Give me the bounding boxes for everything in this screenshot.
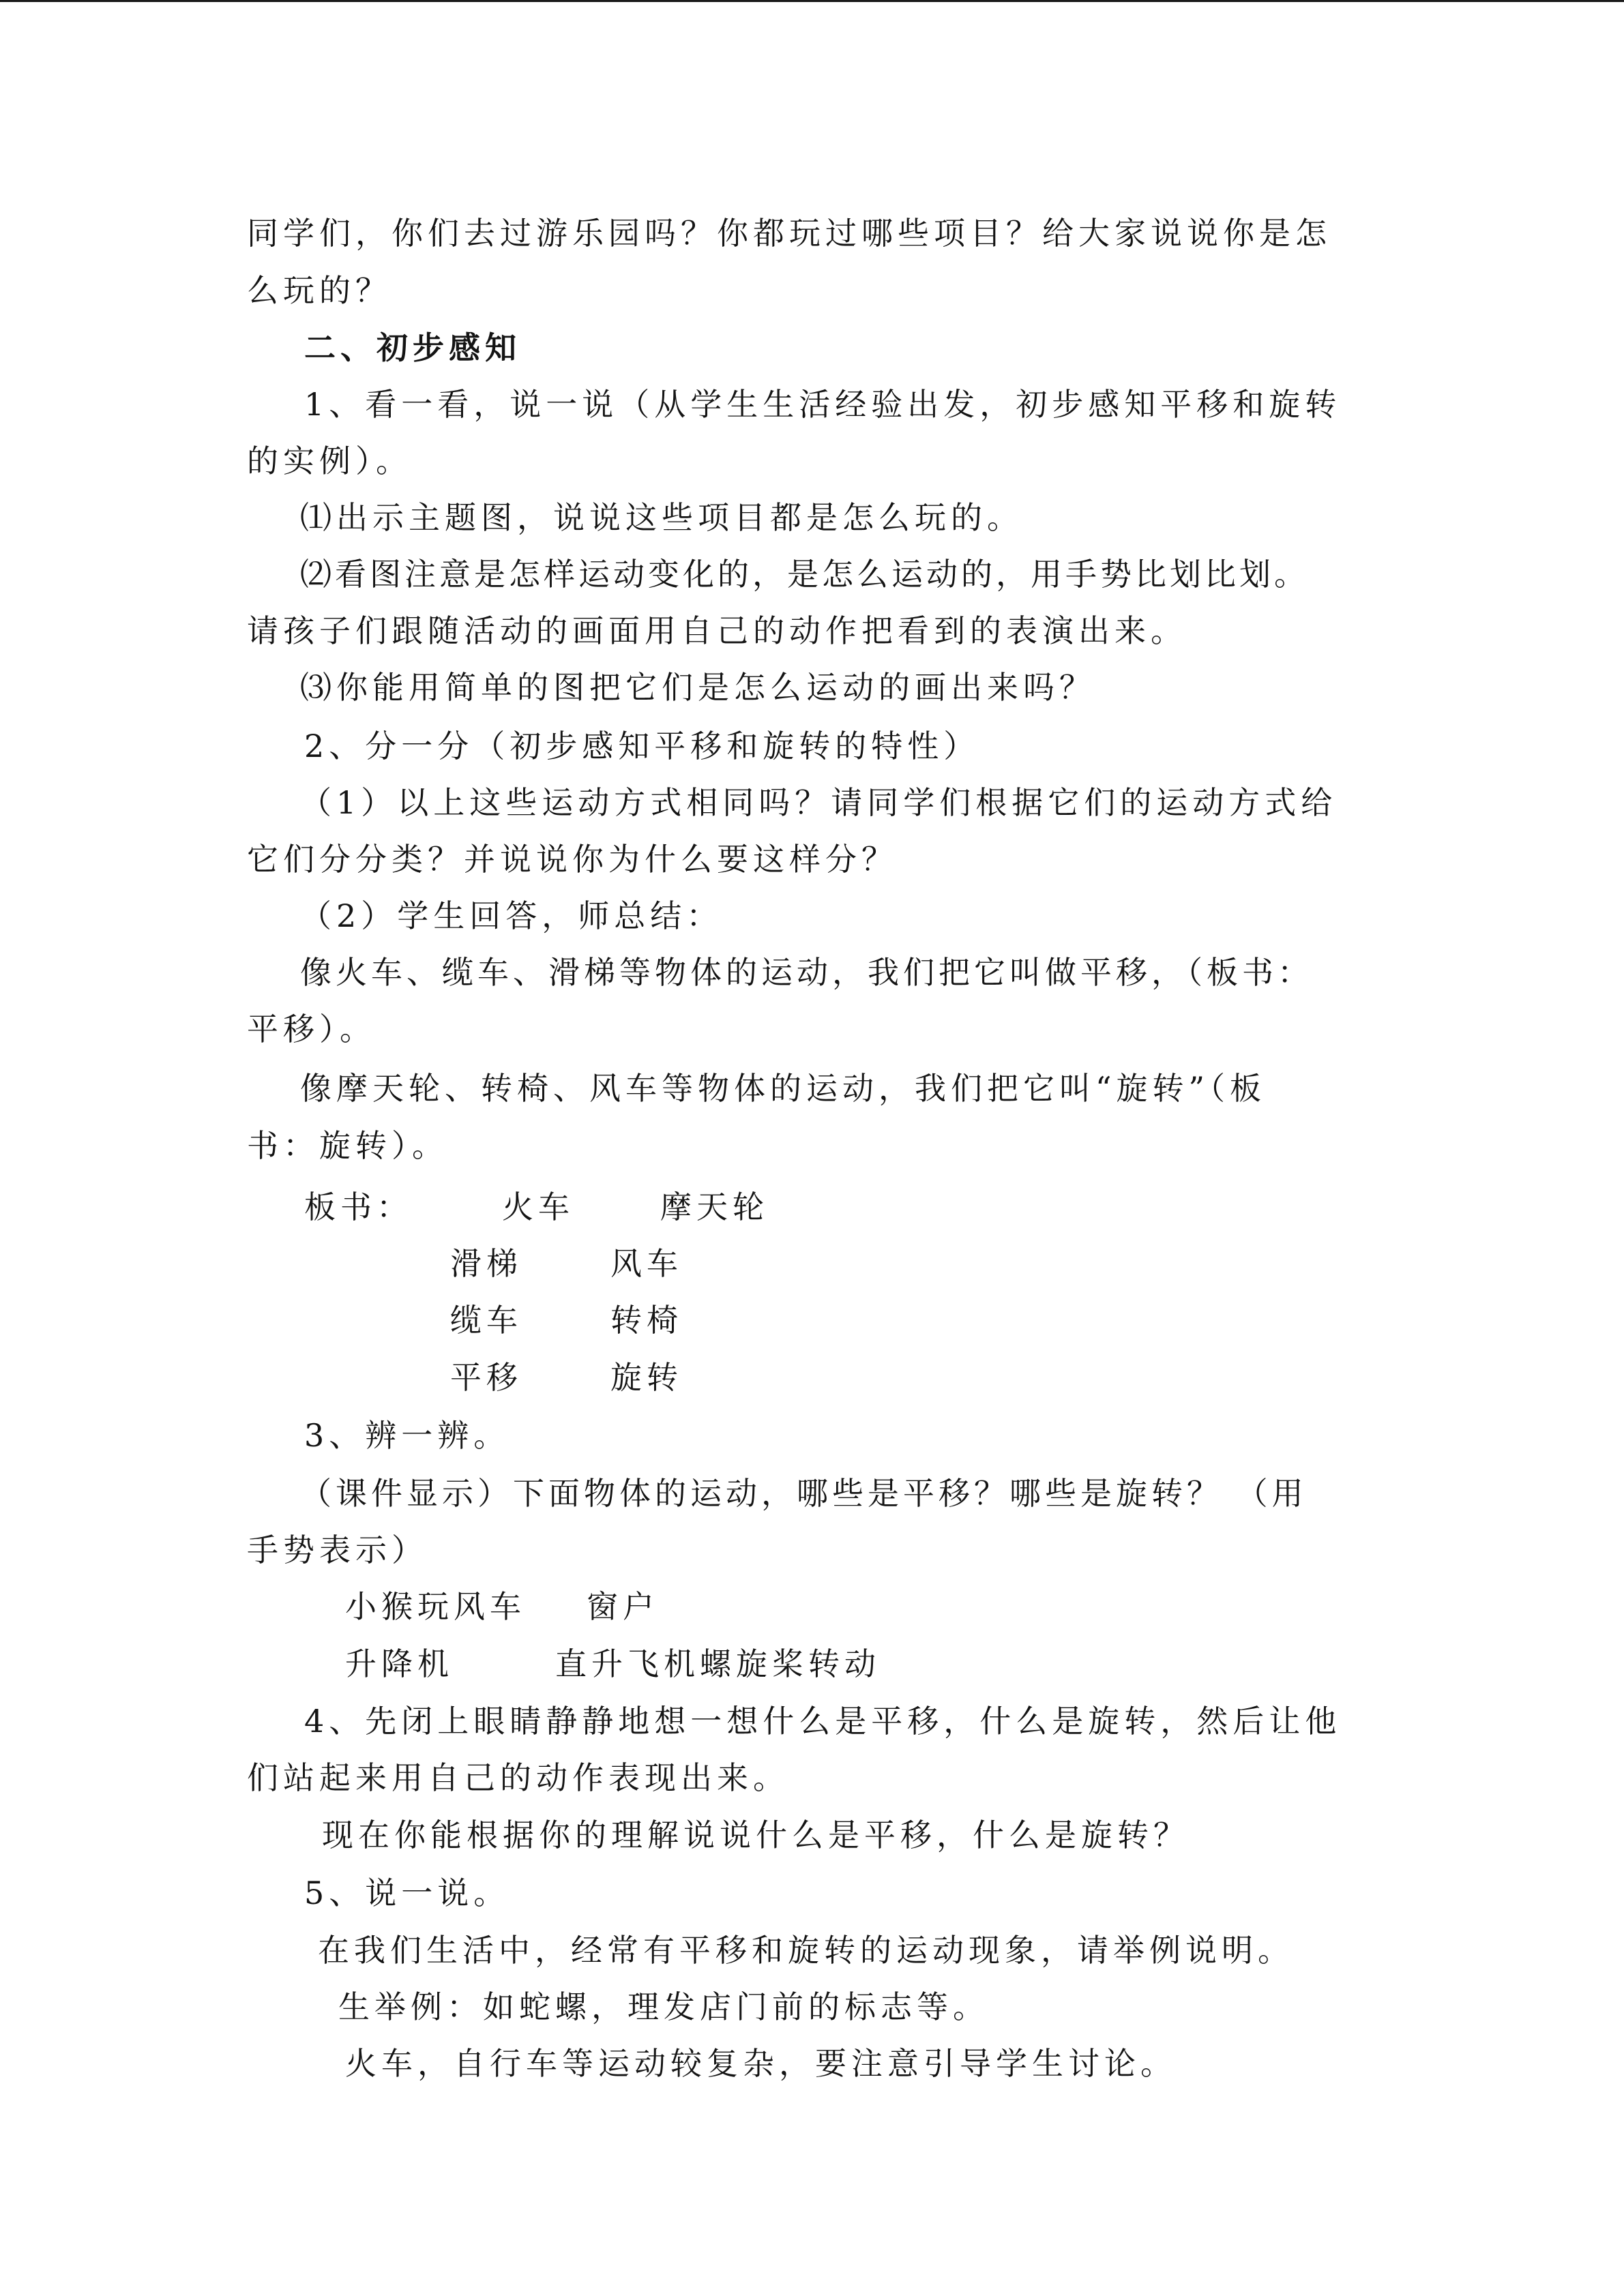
board-right-4: 旋转 (610, 1359, 683, 1396)
step2-item-1-line-2: 它们分分类？并说说你为什么要这样分？ (247, 841, 898, 878)
step4-line-1: 4、先闭上眼睛静静地想一想什么是平移，什么是旋转，然后让他 (304, 1703, 1342, 1740)
step1-line-2: 的实例）。 (247, 443, 412, 479)
step4-line-3: 现在你能根据你的理解说说什么是平移，什么是旋转？ (322, 1817, 1190, 1853)
board-right-3: 转椅 (610, 1302, 683, 1339)
step3-example-2a: 升降机 (345, 1645, 454, 1682)
step3-example-1a: 小猴玩风车 (345, 1588, 526, 1625)
step4-line-2: 们站起来用自己的动作表现出来。 (247, 1759, 789, 1796)
step1-item-3: ⑶你能用简单的图把它们是怎么运动的画出来吗？ (300, 669, 1095, 706)
step3-heading: 3、辨一辨。 (304, 1417, 510, 1454)
board-left-3: 缆车 (450, 1302, 522, 1339)
step2-para-1-line-1: 像火车、缆车、滑梯等物体的运动，我们把它叫做平移，（板书： (300, 954, 1313, 991)
step2-para-2-line-2: 书：旋转）。 (247, 1127, 448, 1164)
step3-example-1b: 窗户 (587, 1588, 659, 1625)
intro-line-2: 么玩的？ (247, 272, 392, 309)
step1-item-2-line-1: ⑵看图注意是怎样运动变化的，是怎么运动的，用手势比划比划。 (300, 556, 1309, 593)
step2-heading: 2、分一分（初步感知平移和旋转的特性） (304, 728, 980, 764)
step3-example-2b: 直升飞机螺旋桨转动 (555, 1645, 881, 1682)
step5-heading: 5、说一说。 (304, 1875, 510, 1911)
step3-para-line-2: 手势表示） (247, 1532, 428, 1568)
board-left-4: 平移 (450, 1359, 522, 1396)
step2-item-2: （2）学生回答，师总结： (300, 897, 723, 934)
step5-line-3: 火车，自行车等运动较复杂，要注意引导学生讨论。 (345, 2045, 1177, 2082)
step2-para-1-line-2: 平移）。 (247, 1011, 376, 1047)
step5-line-2: 生举例：如蛇螺，理发店门前的标志等。 (338, 1988, 989, 2025)
section-heading: 二、初步感知 (304, 329, 521, 366)
step1-line-1: 1、看一看，说一说（从学生生活经验出发，初步感知平移和旋转 (304, 386, 1342, 423)
step3-para-line-1: （课件显示）下面物体的运动，哪些是平移？哪些是旋转？ （用 (300, 1475, 1308, 1512)
step2-para-2-line-1: 像摩天轮、转椅、风车等物体的运动，我们把它叫“旋转”（板 (300, 1070, 1267, 1107)
board-left-1: 火车 (502, 1189, 574, 1225)
board-right-1: 摩天轮 (660, 1189, 769, 1225)
step2-item-1-line-1: （1）以上这些运动方式相同吗？请同学们根据它们的运动方式给 (300, 784, 1338, 821)
step5-line-1: 在我们生活中，经常有平移和旋转的运动现象，请举例说明。 (318, 1932, 1294, 1969)
step1-item-2-line-2: 请孩子们跟随活动的画面用自己的动作把看到的表演出来。 (247, 612, 1187, 649)
step1-item-1: ⑴出示主题图，说说这些项目都是怎么玩的。 (300, 499, 1023, 536)
intro-line-1: 同学们，你们去过游乐园吗？你都玩过哪些项目？给大家说说你是怎 (247, 215, 1331, 252)
board-label: 板书： (304, 1189, 413, 1225)
board-right-2: 风车 (610, 1245, 683, 1282)
board-left-2: 滑梯 (450, 1245, 522, 1282)
